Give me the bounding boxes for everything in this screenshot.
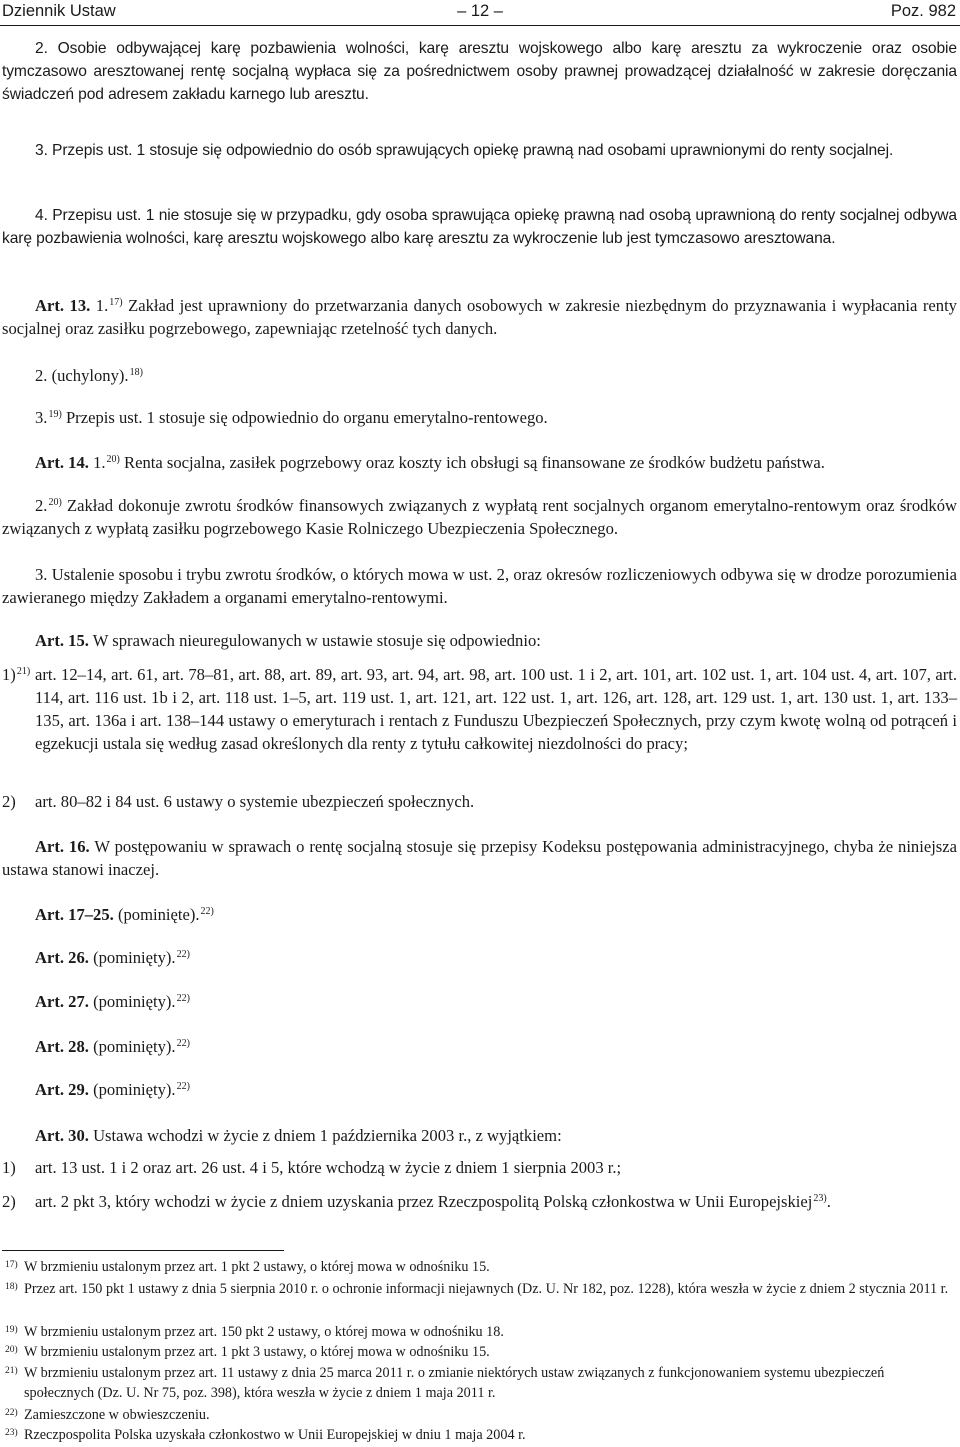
footnote: 22) Zamieszczone w obwieszczeniu. [5, 1407, 210, 1423]
art-13-paragraph-2: 2. (uchylony).$^{18)}$ [35, 366, 143, 385]
art-15-item-2: 2) art. 80–82 i 84 ust. 6 ustawy o systemie ubezpieczeń społecznych. [2, 792, 475, 811]
journal-title: Dziennik Ustaw [2, 2, 116, 20]
art-14-paragraph-1: Art. 14. 1.$^{20)}$ Renta socjalna, zasiłek pogrzebowy oraz koszty ich obsługi są finansowane ze środków budżetu państwa. [35, 453, 825, 472]
art-15-item-1: 1)$^{21)}$ art. 12–14, art. 61, art. 78–81, art. 88, art. 89, art. 93, art. 94, art. 98, art. 100 ust. 1 i 2, art. 101, art. 102 ust. 1, art. 104 ust. 4, art. 107, art. 114, art. 116 ust. 1b i 2, art. 118 ust. 1–5, art. 119 ust. 1, art. 121, art. 122 ust. 1, art. 126, art. 128, art. 129 ust. 1, art. 130 ust. 1, art. 133–135, art. 136a i art. 138–144 ustawy o emeryturach i rentach z Funduszu Ubezpieczeń Społecznych, przy czym kwotę wolną od potrąceń i egzekucji ustala się według zasad określonych dla renty z tytułu całkowitej niezdolności do pracy; [2, 665, 957, 753]
footnote-divider [2, 1250, 284, 1251]
art-26: Art. 26. (pominięty).$^{22)}$ [35, 948, 190, 967]
footnote: 23) Rzeczpospolita Polska uzyskała członkostwo w Unii Europejskiej w dniu 1 maja 2004 r. [5, 1427, 526, 1443]
art-30-label: Art. 30. [35, 1126, 89, 1145]
position-number: Poz. 982 [890, 2, 956, 20]
art-17-25: Art. 17–25. (pominięte).$^{22)}$ [35, 905, 214, 924]
footnote: 18) Przez art. 150 pkt 1 ustawy z dnia 5 sierpnia 2010 r. o ochronie informacji niejawnych (Dz. U. Nr 182, poz. 1228), która weszła w życie z dniem 2 stycznia 2011 r. [5, 1281, 949, 1297]
footnote: 17) W brzmieniu ustalonym przez art. 1 pkt 2 ustawy, o której mowa w odnośniku 15. [5, 1259, 490, 1275]
art-30-item-2: 2) art. 2 pkt 3, który wchodzi w życie z dniem uzyskania przez Rzeczpospolitą Polską członkostwa w Unii Europejskiej$^{23)}$. [2, 1192, 831, 1211]
art-16-label: Art. 16. [35, 837, 90, 856]
footnote: 20) W brzmieniu ustalonym przez art. 1 pkt 3 ustawy, o której mowa w odnośniku 15. [5, 1344, 490, 1360]
art-14-paragraph-3: 3. Ustalenie sposobu i trybu zwrotu środków, o których mowa w ust. 2, oraz okresów rozliczeniowych odbywa się w drodze porozumienia zawieranego między Zakładem a organami emerytalno-rentowymi. [2, 565, 957, 607]
header-divider [0, 25, 960, 26]
footnote: 19) W brzmieniu ustalonym przez art. 150 pkt 2 ustawy, o której mowa w odnośniku 18. [5, 1324, 504, 1340]
paragraph-3: 3. Przepis ust. 1 stosuje się odpowiednio do osób sprawujących opiekę prawną nad osobami uprawnionymi do renty socjalnej. [35, 142, 894, 159]
page-number: – 12 – [457, 2, 503, 20]
art-27: Art. 27. (pominięty).$^{22)}$ [35, 992, 190, 1011]
art-28: Art. 28. (pominięty).$^{22)}$ [35, 1037, 190, 1056]
footnote: 21) W brzmieniu ustalonym przez art. 11 ustawy z dnia 25 marca 2011 r. o zmianie niektórych ustaw związanych z funkcjonowaniem systemu ubezpieczeń społecznych (Dz. U. Nr 75, poz. 398), która weszła w życie z dniem 1 maja 2011 r. [5, 1365, 885, 1401]
art-29: Art. 29. (pominięty).$^{22)}$ [35, 1080, 190, 1099]
art-14-label: Art. 14. [35, 453, 89, 472]
art-14-paragraph-2: 2.$^{20)}$ Zakład dokonuje zwrotu środków finansowych związanych z wypłatą rent socjalnych organom emerytalno-rentowym oraz środków związanych z wypłatą zasiłku pogrzebowego Kasie Rolniczego Ubezpieczenia Społecznego. [2, 496, 957, 538]
art-13-paragraph-1: Art. 13. 1.$^{17)}$ Zakład jest uprawniony do przetwarzania danych osobowych w zakresie niezbędnym do przyznawania i wypłacania renty socjalnej oraz zasiłku pogrzebowego, zapewniając rzetelność tych danych. [2, 296, 957, 338]
art-16-paragraph: Art. 16. W postępowaniu w sprawach o rentę socjalną stosuje się przepisy Kodeksu postępowania administracyjnego, chyba że niniejsza ustawa stanowi inaczej. [2, 837, 957, 879]
paragraph-4: 4. Przepisu ust. 1 nie stosuje się w przypadku, gdy osoba sprawująca opiekę prawną nad osobą uprawnioną do renty socjalnej odbywa karę pozbawienia wolności, karę aresztu wojskowego albo karę aresztu za wykroczenie lub jest tymczasowo aresztowana. [2, 207, 957, 247]
art-30-intro: Art. 30. Ustawa wchodzi w życie z dniem 1 października 2003 r., z wyjątkiem: [35, 1126, 562, 1145]
art-13-paragraph-3: 3.$^{19)}$ Przepis ust. 1 stosuje się odpowiednio do organu emerytalno-rentowego. [35, 408, 548, 427]
art-15-intro: Art. 15. W sprawach nieuregulowanych w ustawie stosuje się odpowiednio: [35, 631, 541, 650]
paragraph-2: 2. Osobie odbywającej karę pozbawienia wolności, karę aresztu wojskowego albo karę aresztu za wykroczenie oraz osobie tymczasowo aresztowanej rentę socjalną wypłaca się za pośrednictwem osoby prawnej prowadzącej działalność w zakresie doręczania świadczeń pod adresem zakładu karnego lub aresztu. [2, 40, 957, 103]
art-15-label: Art. 15. [35, 631, 89, 650]
art-13-label: Art. 13. [35, 296, 91, 315]
art-30-item-1: 1) art. 13 ust. 1 i 2 oraz art. 26 ust. 4 i 5, które wchodzą w życie z dniem 1 sierpnia 2003 r.; [2, 1158, 622, 1177]
